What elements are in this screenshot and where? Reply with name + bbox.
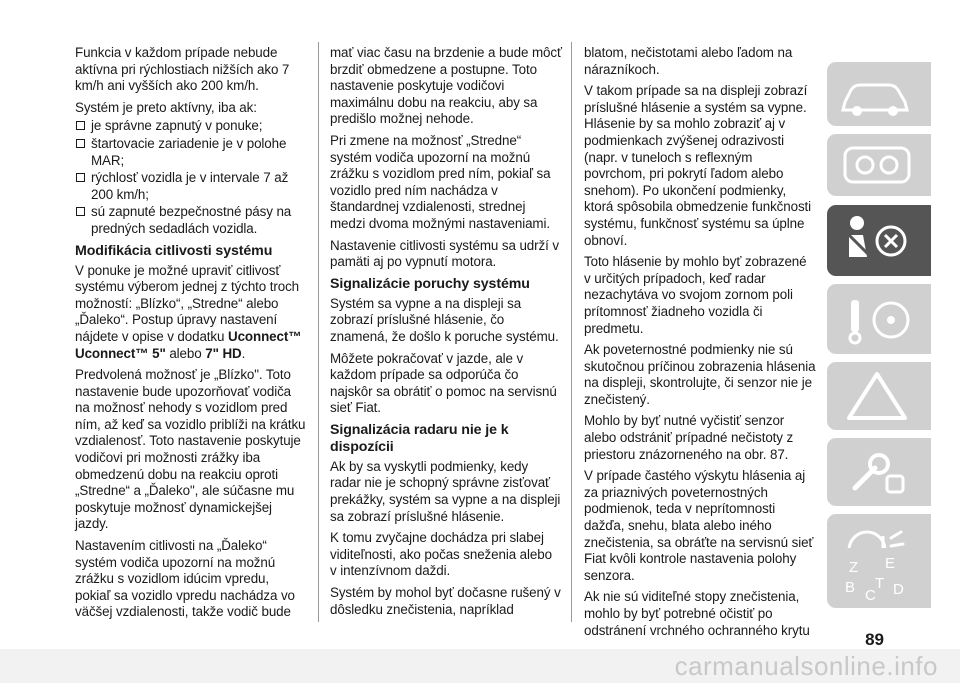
index-letter: Z <box>849 559 859 576</box>
paragraph: mať viac času na brzdenie a bude môcť brzdiť obmedzene a postupne. Toto nastavenie poskytuje vodičovi maximálnu dobu na reakciu, aby sa predišlo možnej nehode. <box>330 45 562 127</box>
car-icon <box>827 62 931 126</box>
wrench-emergency-icon <box>827 438 931 506</box>
text-column-1 <box>75 45 307 626</box>
checkbox-bullet-icon <box>76 173 85 182</box>
paragraph: V prípade častého výskytu hlásenia aj za priaznivých poveternostných podmienok, teda v neprítomnosti dažďa, snehu, blata alebo iného znečistenia, sa obráťte na servisnú sieť Fiat kvôli kontrole nastavenia polohy senzora. <box>584 468 814 583</box>
paragraph: Nastavením citlivosti na „Ďaleko“ systém vodiča upozorní na možnú zrážku s vozidlom idúcim vpredu, pokiaľ sa vozidlo vpredu nachádza vo väčšej vzdialenosti, takže vodič bude <box>75 538 295 620</box>
paragraph: V ponuke je možné upraviť citlivosť systému výberom jednej z týchto troch možností: „Blízko“, „Stredne“ alebo „Ďaleko“. Postup úpravy nastavení nájdete v opise v dodatku Uconnect™ Uconnect™ 5" alebo 7" HD. <box>75 262 302 361</box>
paragraph: Toto hlásenie by mohlo byť zobrazené v určitých prípadoch, keď radar nezachytáva vo svojom zornom poli prítomnosť žiadneho vozidla či predmetu. <box>584 254 807 336</box>
paragraph: Systém sa vypne a na displeji sa zobrazí príslušné hlásenie, čo znamená, že došlo k poruche systému. <box>330 295 559 344</box>
chapter-tab-index[interactable] <box>827 548 931 608</box>
list-item: rýchlosť vozidla je v intervale 7 až 200 km/h; <box>75 170 307 203</box>
column-divider-2 <box>571 42 572 622</box>
section-heading: Signalizácie poruchy systému <box>330 275 530 292</box>
text-column-2 <box>330 45 562 623</box>
checkbox-bullet-icon <box>76 139 85 148</box>
warning-triangle-icon <box>827 362 931 430</box>
paragraph: Systém by mohol byť dočasne rušený v dôsledku znečistenia, napríklad <box>330 585 561 617</box>
paragraph: Ak nie sú viditeľné stopy znečistenia, mohlo by byť potrebné očistiť po odstránení vrchného ochranného krytu <box>584 589 810 638</box>
paragraph: Ak poveternostné podmienky nie sú skutočnou príčinou zobrazenia hlásenia na displeji, skontrolujte, či senzor nie je znečistený. <box>584 342 816 407</box>
seatbelt-airbag-icon <box>827 205 931 276</box>
paragraph: Nastavenie citlivosti systému sa udrží v pamäti aj po vypnutí motora. <box>330 237 559 270</box>
dashboard-icon <box>827 134 931 196</box>
chapter-tab-car[interactable] <box>827 62 931 126</box>
paragraph: Funkcia v každom prípade nebude aktívna pri rýchlostiach nižších ako 7 km/h ani vyšších ako 200 km/h. <box>75 45 290 94</box>
page-number: 89 <box>865 630 884 649</box>
chapter-tab-safety[interactable] <box>827 205 931 276</box>
paragraph: Predvolená možnosť je „Blízko". Toto nastavenie bude upozorňovať vodiča na možnosť nehody s vozidlom pred ním, až keď sa vozidlo priblíži na krátku vzdialenosť. Toto nastavenie poskytuje vodičovi pri možnosti zrážky iba obmedzenú dobu na reakciu oproti „Stredne“ a „Ďaleko", ale súčasne mu poskytuje možnosť dynamickejšej jazdy. <box>75 367 306 532</box>
list-item: je správne zapnutý v ponuke; <box>75 118 307 135</box>
index-letter: E <box>885 555 896 572</box>
chapter-tab-warning[interactable] <box>827 362 931 430</box>
paragraph: Pri zmene na možnosť „Stredne“ systém vodiča upozorní na možnú zrážku s vozidlom pred ním, pokiaľ sa vozidlo pred ním nachádza v štandardnej vzdialenosti, strednej medzi dvoma možnými nastaveniami. <box>330 132 551 231</box>
paragraph: Ak by sa vyskytli podmienky, kedy radar nie je schopný správne zisťovať prekážky, systém sa vypne a na displeji sa zobrazí príslušné hlásenie. <box>330 458 561 524</box>
index-letter: C <box>865 587 876 604</box>
paragraph: V takom prípade sa na displeji zobrazí príslušné hlásenie a systém sa vypne. Hlásenie by sa mohlo zobraziť aj v podmienkach zvýšenej odrazivosti (napr. v tuneloch s reflexným povrchom, pri pokrytí ľadom alebo snehom). Po ukončení podmienky, ktorá spôsobila obmedzenie funkčnosti systému, funkčnosť systému sa úplne obnoví. <box>584 83 812 248</box>
chapter-tab-dashboard[interactable] <box>827 134 931 196</box>
index-letter: B <box>845 579 856 596</box>
checkbox-bullet-icon <box>76 121 85 130</box>
paragraph: Môžete pokračovať v jazde, ale v každom prípade sa odporúča čo najskôr sa obrátiť o pomoc na servisnú sieť Fiat. <box>330 350 557 416</box>
list-item: štartovacie zariadenie je v polohe MAR; <box>75 136 307 169</box>
watermark: carmanualsonline.info <box>0 649 960 683</box>
section-heading: Signalizácia radaru nie je k dispozícii <box>330 421 509 455</box>
paragraph: Mohlo by byť nutné vyčistiť senzor alebo odstrániť prípadné nečistoty z priestoru znázorneného na obr. 87. <box>584 413 794 462</box>
section-heading: Modifikácia citlivosti systému <box>75 242 273 259</box>
chapter-tab-driving[interactable] <box>827 284 931 354</box>
paragraph: blatom, nečistotami alebo ľadom na nárazníkoch. <box>584 45 793 77</box>
alphabet-index-icon <box>827 548 931 608</box>
chapter-tab-emergency[interactable] <box>827 438 931 506</box>
index-letter: D <box>893 581 904 598</box>
index-letter: T <box>875 575 885 592</box>
checkbox-bullet-icon <box>76 207 85 216</box>
key-steering-icon <box>827 284 931 354</box>
text-column-3 <box>584 45 816 644</box>
list-item: sú zapnuté bezpečnostné pásy na predných sedadlách vozidla. <box>75 204 307 237</box>
paragraph: K tomu zvyčajne dochádza pri slabej viditeľnosti, ako počas sneženia alebo v intenzívnom daždi. <box>330 530 552 579</box>
column-divider-1 <box>318 42 319 622</box>
paragraph: Systém je preto aktívny, iba ak: <box>75 99 257 115</box>
